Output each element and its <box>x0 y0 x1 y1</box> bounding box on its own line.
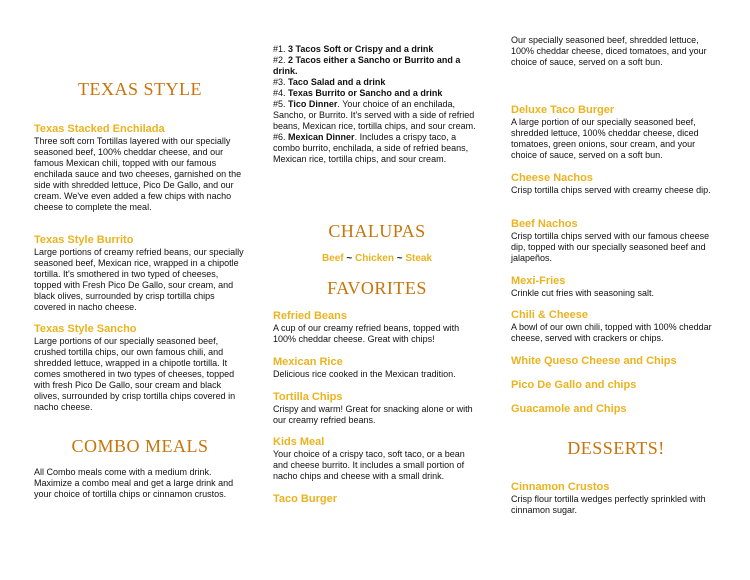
menu-item-desc: A bowl of our own chili, topped with 100% cheddar cheese, served with crackers or chips. <box>511 322 712 343</box>
menu-item-title: Taco Burger <box>273 493 337 505</box>
menu-item-title: Guacamole and Chips <box>511 403 627 415</box>
menu-item-title: Tortilla Chips <box>273 391 343 403</box>
chalupas-heading: CHALUPAS <box>328 221 426 241</box>
combo-item: #2. 2 Tacos either a Sancho or Burrito and a drink. <box>273 55 461 76</box>
combo-list <box>273 44 481 165</box>
chalupa-option: Beef <box>321 253 344 264</box>
taco-burger-desc: Our specially seasoned beef, shredded lettuce, 100% cheddar cheese, diced tomatoes, and your choice of sauce, served on a soft bun. <box>511 35 707 67</box>
chalupas-options: Beef ~ Chicken ~ Steak <box>321 253 433 264</box>
menu-item-desc: Large portions of our specially seasoned beef, crushed tortilla chips, our own famous chili, and shredded lettuce, wrapped in a chipotle tortilla. It comes smothered in two types of cheeses, topped with fresh Pico De Gallo, sour cream and black olives, surrounded by crisp tortilla chips covered in nacho cheese. <box>34 336 236 412</box>
menu-item-title: Refried Beans <box>273 310 347 322</box>
menu-item-desc: Your choice of a crispy taco, soft taco, or a bean and cheese burrito. It includes a small portion of nacho chips and cheese with a small drink. <box>273 449 465 481</box>
menu-item-title: Pico De Gallo and chips <box>511 379 637 391</box>
menu-item-desc: Three soft corn Tortillas layered with our specially seasoned beef, 100% cheddar cheese, and our famous Mexican chili, topped with our famous enchilada sauce and two cheeses, garnished on the side with shredded lettuce, Pico De Gallo, and our cream. We've even added a few chips with nacho cheese to complete the meal. <box>34 136 242 212</box>
menu-item-desc: A large portion of our specially seasoned beef, shredded lettuce, 100% cheddar cheese, diced tomatoes, green onions, sour cream, and your choice of sauce, served on a soft bun. <box>511 117 699 160</box>
combo-item: #5. Tico Dinner. Your choice of an enchilada, Sancho, or Burrito. It's served with a side of refried beans, Mexican rice, tortilla chips, and sour cream. <box>273 99 476 131</box>
menu-item-title: Mexican Rice <box>273 356 343 368</box>
chalupa-option: Chicken <box>355 253 394 264</box>
chalupa-option: Steak <box>405 253 433 264</box>
menu-item-title: Beef Nachos <box>511 218 578 230</box>
favorites-heading: FAVORITES <box>327 278 427 298</box>
menu-item-desc: Crisp tortilla chips served with creamy cheese dip. <box>511 185 711 195</box>
menu-item-desc: Delicious rice cooked in the Mexican tradition. <box>273 369 456 379</box>
menu-item-title: Mexi-Fries <box>511 275 566 287</box>
menu-item-desc: Crisp flour tortilla wedges perfectly sprinkled with cinnamon sugar. <box>511 494 706 515</box>
combo-item: #4. Texas Burrito or Sancho and a drink <box>273 88 443 98</box>
menu-item-title: Kids Meal <box>273 436 325 448</box>
menu-item-title: Cinnamon Crustos <box>511 481 610 493</box>
menu-item-desc: A cup of our creamy refried beans, topped with 100% cheddar cheese. Great with chips! <box>273 323 460 344</box>
menu-item-desc: Crispy and warm! Great for snacking alone or with our creamy refried beans. <box>273 404 473 425</box>
combo-meals-heading: COMBO MEALS <box>71 436 209 456</box>
combo-meals-desc: All Combo meals come with a medium drink. Maximize a combo meal and get a large drink and your choice of tortilla chips or cinnamon crustos. <box>34 467 234 499</box>
menu-item-title: Texas Style Burrito <box>34 234 134 246</box>
combo-item: #3. Taco Salad and a drink <box>273 77 386 87</box>
menu-item-title: Texas Style Sancho <box>34 323 137 335</box>
texas-style-heading: TEXAS STYLE <box>78 79 202 99</box>
menu-item-desc: Crinkle cut fries with seasoning salt. <box>511 288 655 298</box>
desserts-heading: DESSERTS! <box>567 438 665 458</box>
menu-item-title: Texas Stacked Enchilada <box>34 123 165 135</box>
menu-item-title: White Queso Cheese and Chips <box>511 355 677 367</box>
menu-item-desc: Large portions of creamy refried beans, our specially seasoned beef, Mexican rice, wrapped in a chipotle tortilla. It's smothered in two typed of cheeses, topped with Fresh Pico De Gallo, sour cream, and black olives, surrounded by crisp tortilla chips covered in nacho cheese. <box>34 247 244 312</box>
menu-item-title: Deluxe Taco Burger <box>511 104 615 116</box>
menu-item-desc: Crisp tortilla chips served with our famous cheese dip, topped with our specially seasoned beef and jalapeños. <box>511 231 710 263</box>
combo-item: #1. 3 Tacos Soft or Crispy and a drink <box>273 44 434 54</box>
menu-item-title: Cheese Nachos <box>511 172 593 184</box>
menu-item-title: Chili & Cheese <box>511 309 589 321</box>
combo-item: #6. Mexican Dinner. Includes a crispy taco, a combo burrito, enchilada, a side of refried beans, Mexican rice, tortilla chips, and sour cream. <box>273 132 469 164</box>
